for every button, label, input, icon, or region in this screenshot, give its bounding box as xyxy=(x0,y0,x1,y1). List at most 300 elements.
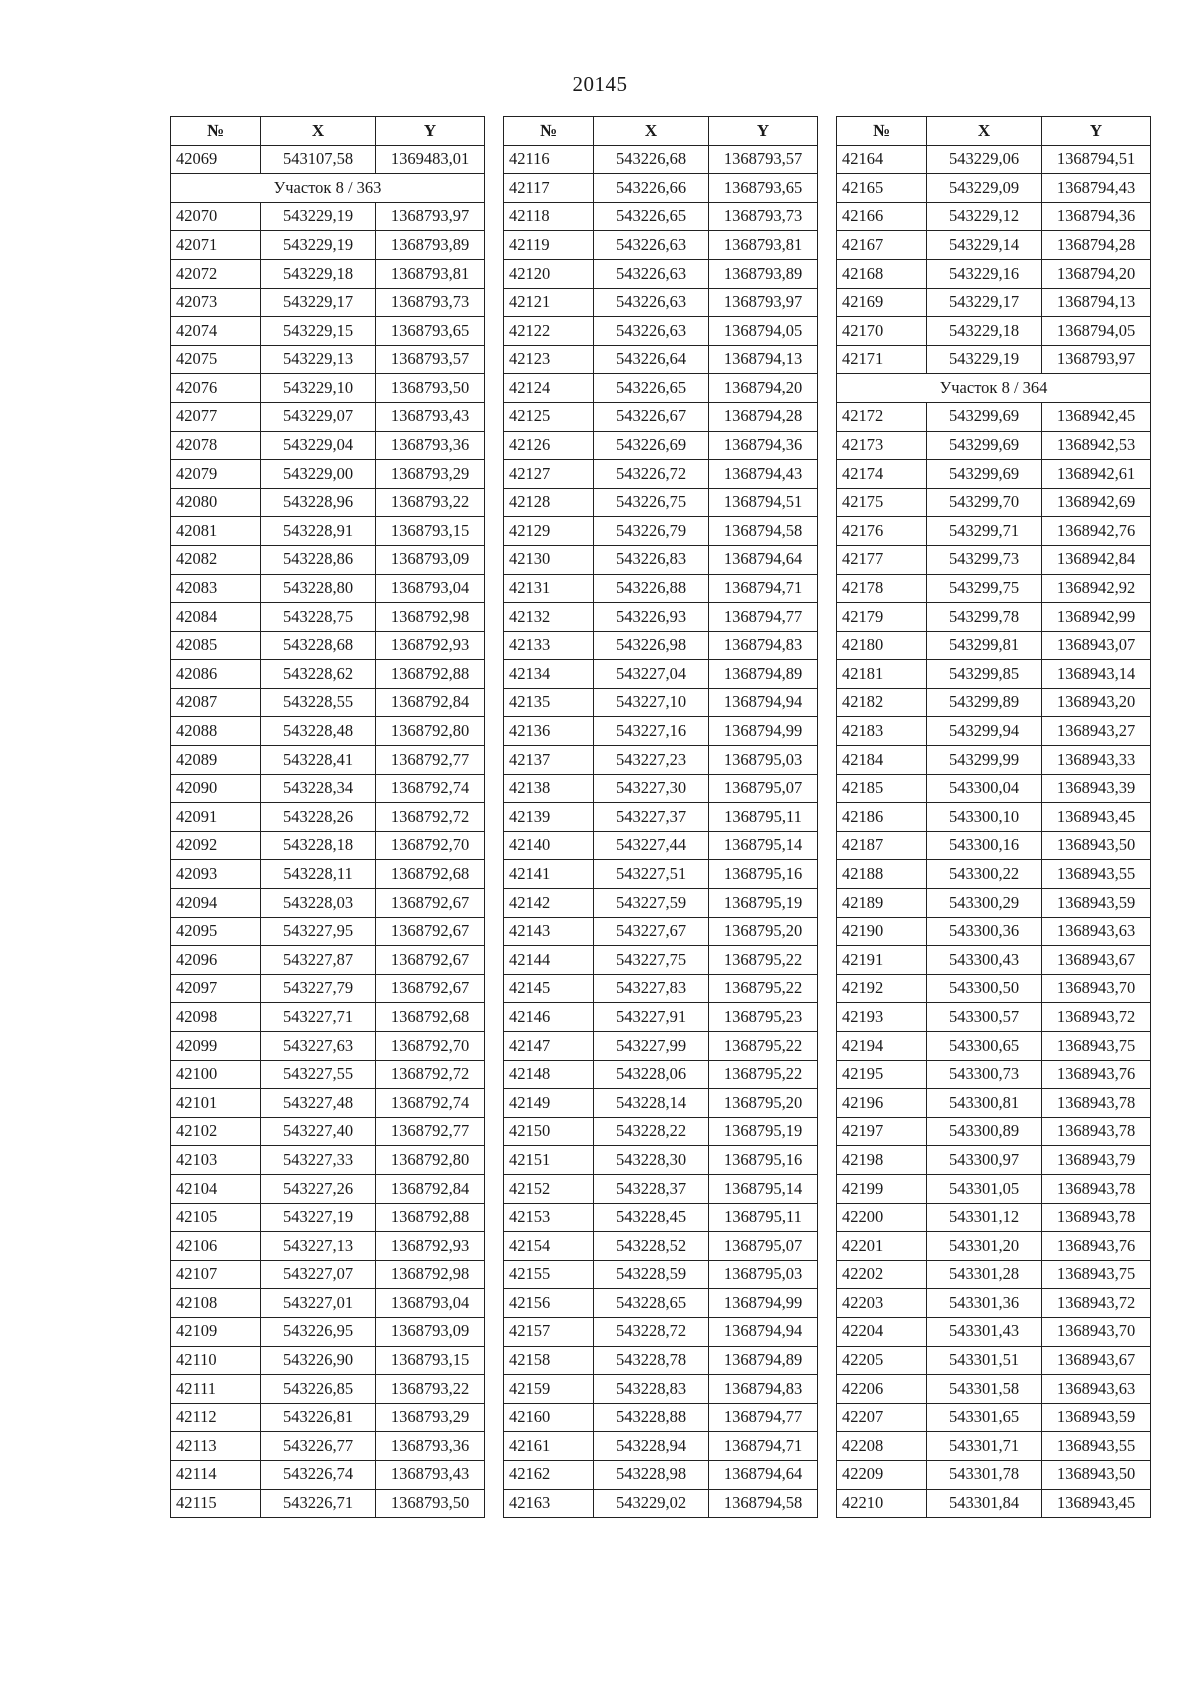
x-coordinate: 543227,83 xyxy=(594,974,709,1003)
point-number: 42141 xyxy=(504,860,594,889)
y-coordinate: 1368942,61 xyxy=(1042,460,1151,489)
table-row xyxy=(171,631,485,660)
header-number: № xyxy=(837,117,927,146)
x-coordinate: 543226,90 xyxy=(261,1346,376,1375)
x-coordinate: 543228,96 xyxy=(261,488,376,517)
x-coordinate: 543226,63 xyxy=(594,317,709,346)
table-row xyxy=(504,1032,818,1061)
x-coordinate: 543299,69 xyxy=(927,460,1042,489)
table-row xyxy=(837,574,1151,603)
y-coordinate: 1368793,65 xyxy=(709,174,818,203)
x-coordinate: 543227,59 xyxy=(594,889,709,918)
x-coordinate: 543226,71 xyxy=(261,1489,376,1518)
table-row xyxy=(837,1203,1151,1232)
point-number: 42118 xyxy=(504,202,594,231)
point-number: 42095 xyxy=(171,917,261,946)
x-coordinate: 543227,75 xyxy=(594,946,709,975)
y-coordinate: 1368792,68 xyxy=(376,1003,485,1032)
y-coordinate: 1368792,93 xyxy=(376,631,485,660)
table-row xyxy=(171,1174,485,1203)
table-row xyxy=(171,145,485,174)
y-coordinate: 1368792,72 xyxy=(376,1060,485,1089)
x-coordinate: 543227,44 xyxy=(594,831,709,860)
point-number: 42196 xyxy=(837,1089,927,1118)
point-number: 42149 xyxy=(504,1089,594,1118)
x-coordinate: 543228,52 xyxy=(594,1232,709,1261)
point-number: 42076 xyxy=(171,374,261,403)
table-row xyxy=(171,831,485,860)
y-coordinate: 1368794,43 xyxy=(709,460,818,489)
point-number: 42108 xyxy=(171,1289,261,1318)
point-number: 42121 xyxy=(504,288,594,317)
y-coordinate: 1368795,20 xyxy=(709,917,818,946)
y-coordinate: 1368943,78 xyxy=(1042,1174,1151,1203)
y-coordinate: 1368943,27 xyxy=(1042,717,1151,746)
x-coordinate: 543227,23 xyxy=(594,746,709,775)
y-coordinate: 1368943,55 xyxy=(1042,860,1151,889)
table-row xyxy=(171,574,485,603)
y-coordinate: 1368794,13 xyxy=(1042,288,1151,317)
point-number: 42110 xyxy=(171,1346,261,1375)
table-row xyxy=(171,946,485,975)
point-number: 42124 xyxy=(504,374,594,403)
point-number: 42161 xyxy=(504,1432,594,1461)
x-coordinate: 543299,85 xyxy=(927,660,1042,689)
table-row xyxy=(171,1203,485,1232)
point-number: 42117 xyxy=(504,174,594,203)
table-row xyxy=(504,231,818,260)
x-coordinate: 543228,68 xyxy=(261,631,376,660)
point-number: 42198 xyxy=(837,1146,927,1175)
x-coordinate: 543228,26 xyxy=(261,803,376,832)
table-row xyxy=(504,1289,818,1318)
table-row xyxy=(837,345,1151,374)
y-coordinate: 1368792,98 xyxy=(376,1260,485,1289)
y-coordinate: 1368794,94 xyxy=(709,1317,818,1346)
table-row xyxy=(171,688,485,717)
x-coordinate: 543226,81 xyxy=(261,1403,376,1432)
table-row xyxy=(504,545,818,574)
table-row xyxy=(504,288,818,317)
x-coordinate: 543226,83 xyxy=(594,545,709,574)
x-coordinate: 543228,48 xyxy=(261,717,376,746)
table-row xyxy=(171,1117,485,1146)
point-number: 42143 xyxy=(504,917,594,946)
table-row xyxy=(837,545,1151,574)
x-coordinate: 543228,22 xyxy=(594,1117,709,1146)
point-number: 42135 xyxy=(504,688,594,717)
point-number: 42174 xyxy=(837,460,927,489)
table-row xyxy=(837,231,1151,260)
table-row xyxy=(837,946,1151,975)
table-row xyxy=(837,831,1151,860)
point-number: 42168 xyxy=(837,259,927,288)
point-number: 42130 xyxy=(504,545,594,574)
table-row xyxy=(837,1146,1151,1175)
point-number: 42136 xyxy=(504,717,594,746)
x-coordinate: 543228,11 xyxy=(261,860,376,889)
x-coordinate: 543229,17 xyxy=(927,288,1042,317)
table-row xyxy=(504,1146,818,1175)
table-row xyxy=(171,1375,485,1404)
x-coordinate: 543301,65 xyxy=(927,1403,1042,1432)
table-row xyxy=(837,1260,1151,1289)
y-coordinate: 1368793,29 xyxy=(376,1403,485,1432)
point-number: 42154 xyxy=(504,1232,594,1261)
point-number: 42155 xyxy=(504,1260,594,1289)
table-row xyxy=(837,889,1151,918)
x-coordinate: 543227,04 xyxy=(594,660,709,689)
point-number: 42129 xyxy=(504,517,594,546)
table-row xyxy=(837,688,1151,717)
x-coordinate: 543301,05 xyxy=(927,1174,1042,1203)
x-coordinate: 543227,67 xyxy=(594,917,709,946)
x-coordinate: 543228,94 xyxy=(594,1432,709,1461)
point-number: 42209 xyxy=(837,1460,927,1489)
y-coordinate: 1368793,89 xyxy=(376,231,485,260)
y-coordinate: 1368793,57 xyxy=(709,145,818,174)
point-number: 42171 xyxy=(837,345,927,374)
point-number: 42178 xyxy=(837,574,927,603)
point-number: 42097 xyxy=(171,974,261,1003)
table-row xyxy=(171,1060,485,1089)
y-coordinate: 1368793,97 xyxy=(1042,345,1151,374)
table-row xyxy=(504,174,818,203)
x-coordinate: 543228,98 xyxy=(594,1460,709,1489)
x-coordinate: 543229,10 xyxy=(261,374,376,403)
x-coordinate: 543228,88 xyxy=(594,1403,709,1432)
x-coordinate: 543300,22 xyxy=(927,860,1042,889)
table-row xyxy=(171,1232,485,1261)
y-coordinate: 1368943,50 xyxy=(1042,831,1151,860)
x-coordinate: 543226,66 xyxy=(594,174,709,203)
y-coordinate: 1368794,20 xyxy=(1042,259,1151,288)
point-number: 42201 xyxy=(837,1232,927,1261)
table-row xyxy=(837,288,1151,317)
table-row xyxy=(504,574,818,603)
y-coordinate: 1368793,04 xyxy=(376,574,485,603)
x-coordinate: 543228,03 xyxy=(261,889,376,918)
table-row xyxy=(504,917,818,946)
y-coordinate: 1368795,23 xyxy=(709,1003,818,1032)
table-row xyxy=(837,1432,1151,1461)
y-coordinate: 1368793,09 xyxy=(376,545,485,574)
point-number: 42122 xyxy=(504,317,594,346)
point-number: 42195 xyxy=(837,1060,927,1089)
y-coordinate: 1368793,36 xyxy=(376,431,485,460)
table-row xyxy=(837,603,1151,632)
y-coordinate: 1368793,43 xyxy=(376,402,485,431)
point-number: 42180 xyxy=(837,631,927,660)
y-coordinate: 1368792,88 xyxy=(376,660,485,689)
table-row xyxy=(504,1060,818,1089)
x-coordinate: 543300,10 xyxy=(927,803,1042,832)
table-row xyxy=(837,402,1151,431)
point-number: 42187 xyxy=(837,831,927,860)
y-coordinate: 1368792,93 xyxy=(376,1232,485,1261)
x-coordinate: 543227,19 xyxy=(261,1203,376,1232)
x-coordinate: 543229,16 xyxy=(927,259,1042,288)
table-row xyxy=(504,517,818,546)
table-row xyxy=(837,660,1151,689)
y-coordinate: 1368794,05 xyxy=(1042,317,1151,346)
x-coordinate: 543226,85 xyxy=(261,1375,376,1404)
table-row xyxy=(171,1003,485,1032)
point-number: 42160 xyxy=(504,1403,594,1432)
y-coordinate: 1368792,88 xyxy=(376,1203,485,1232)
x-coordinate: 543228,83 xyxy=(594,1375,709,1404)
header-y: Y xyxy=(376,117,485,146)
y-coordinate: 1368943,78 xyxy=(1042,1117,1151,1146)
y-coordinate: 1368943,59 xyxy=(1042,1403,1151,1432)
table-row xyxy=(837,917,1151,946)
x-coordinate: 543301,58 xyxy=(927,1375,1042,1404)
point-number: 42119 xyxy=(504,231,594,260)
y-coordinate: 1368795,07 xyxy=(709,774,818,803)
point-number: 42102 xyxy=(171,1117,261,1146)
table-row xyxy=(171,1317,485,1346)
table-row xyxy=(504,746,818,775)
point-number: 42116 xyxy=(504,145,594,174)
table-row xyxy=(171,717,485,746)
table-row xyxy=(171,1089,485,1118)
table-row xyxy=(504,1203,818,1232)
y-coordinate: 1368943,70 xyxy=(1042,974,1151,1003)
point-number: 42083 xyxy=(171,574,261,603)
y-coordinate: 1368793,97 xyxy=(709,288,818,317)
y-coordinate: 1368794,89 xyxy=(709,1346,818,1375)
table-row xyxy=(837,517,1151,546)
x-coordinate: 543227,91 xyxy=(594,1003,709,1032)
point-number: 42158 xyxy=(504,1346,594,1375)
table-row xyxy=(504,1460,818,1489)
x-coordinate: 543227,16 xyxy=(594,717,709,746)
x-coordinate: 543226,67 xyxy=(594,402,709,431)
y-coordinate: 1368794,43 xyxy=(1042,174,1151,203)
y-coordinate: 1368792,98 xyxy=(376,603,485,632)
table-row xyxy=(171,803,485,832)
y-coordinate: 1368793,81 xyxy=(709,231,818,260)
y-coordinate: 1368794,36 xyxy=(709,431,818,460)
point-number: 42170 xyxy=(837,317,927,346)
x-coordinate: 543227,99 xyxy=(594,1032,709,1061)
table-row xyxy=(504,1403,818,1432)
point-number: 42126 xyxy=(504,431,594,460)
table-row xyxy=(171,460,485,489)
y-coordinate: 1368793,22 xyxy=(376,488,485,517)
x-coordinate: 543229,12 xyxy=(927,202,1042,231)
table-row xyxy=(171,431,485,460)
table-row xyxy=(837,1174,1151,1203)
x-coordinate: 543300,36 xyxy=(927,917,1042,946)
point-number: 42105 xyxy=(171,1203,261,1232)
y-coordinate: 1368795,11 xyxy=(709,803,818,832)
y-coordinate: 1368794,64 xyxy=(709,545,818,574)
y-coordinate: 1368792,72 xyxy=(376,803,485,832)
table-row xyxy=(837,1346,1151,1375)
table-row xyxy=(171,1346,485,1375)
table-row xyxy=(837,317,1151,346)
point-number: 42114 xyxy=(171,1460,261,1489)
table-row xyxy=(504,259,818,288)
y-coordinate: 1368943,33 xyxy=(1042,746,1151,775)
y-coordinate: 1368795,11 xyxy=(709,1203,818,1232)
x-coordinate: 543229,18 xyxy=(261,259,376,288)
x-coordinate: 543227,87 xyxy=(261,946,376,975)
y-coordinate: 1368943,39 xyxy=(1042,774,1151,803)
y-coordinate: 1368792,67 xyxy=(376,889,485,918)
table-row xyxy=(837,1060,1151,1089)
x-coordinate: 543229,19 xyxy=(261,231,376,260)
table-row xyxy=(837,174,1151,203)
point-number: 42188 xyxy=(837,860,927,889)
header-x: X xyxy=(927,117,1042,146)
point-number: 42175 xyxy=(837,488,927,517)
table-row xyxy=(171,1032,485,1061)
x-coordinate: 543299,69 xyxy=(927,431,1042,460)
point-number: 42089 xyxy=(171,746,261,775)
point-number: 42183 xyxy=(837,717,927,746)
point-number: 42098 xyxy=(171,1003,261,1032)
table-row xyxy=(171,660,485,689)
x-coordinate: 543226,65 xyxy=(594,374,709,403)
table-row xyxy=(837,1460,1151,1489)
x-coordinate: 543229,06 xyxy=(927,145,1042,174)
table-row xyxy=(171,231,485,260)
header-y: Y xyxy=(709,117,818,146)
section-row xyxy=(837,374,1151,403)
table-row xyxy=(504,1232,818,1261)
point-number: 42123 xyxy=(504,345,594,374)
y-coordinate: 1368792,70 xyxy=(376,1032,485,1061)
y-coordinate: 1368794,28 xyxy=(709,402,818,431)
section-row xyxy=(171,174,485,203)
point-number: 42186 xyxy=(837,803,927,832)
y-coordinate: 1368792,80 xyxy=(376,1146,485,1175)
point-number: 42134 xyxy=(504,660,594,689)
point-number: 42192 xyxy=(837,974,927,1003)
point-number: 42176 xyxy=(837,517,927,546)
point-number: 42133 xyxy=(504,631,594,660)
point-number: 42137 xyxy=(504,746,594,775)
x-coordinate: 543229,09 xyxy=(927,174,1042,203)
point-number: 42147 xyxy=(504,1032,594,1061)
x-coordinate: 543301,28 xyxy=(927,1260,1042,1289)
x-coordinate: 543301,36 xyxy=(927,1289,1042,1318)
table-row xyxy=(504,1346,818,1375)
point-number: 42113 xyxy=(171,1432,261,1461)
y-coordinate: 1368792,84 xyxy=(376,1174,485,1203)
y-coordinate: 1368794,83 xyxy=(709,1375,818,1404)
x-coordinate: 543229,17 xyxy=(261,288,376,317)
x-coordinate: 543228,30 xyxy=(594,1146,709,1175)
x-coordinate: 543300,16 xyxy=(927,831,1042,860)
table-row xyxy=(504,1317,818,1346)
x-coordinate: 543226,93 xyxy=(594,603,709,632)
table-row xyxy=(504,1260,818,1289)
x-coordinate: 543226,64 xyxy=(594,345,709,374)
x-coordinate: 543300,65 xyxy=(927,1032,1042,1061)
table-row xyxy=(504,1432,818,1461)
point-number: 42153 xyxy=(504,1203,594,1232)
y-coordinate: 1368793,73 xyxy=(709,202,818,231)
y-coordinate: 1368943,20 xyxy=(1042,688,1151,717)
x-coordinate: 543299,78 xyxy=(927,603,1042,632)
point-number: 42166 xyxy=(837,202,927,231)
table-row xyxy=(171,1489,485,1518)
table-row xyxy=(504,460,818,489)
x-coordinate: 543226,63 xyxy=(594,231,709,260)
point-number: 42131 xyxy=(504,574,594,603)
point-number: 42145 xyxy=(504,974,594,1003)
table-header-row xyxy=(837,117,1151,146)
x-coordinate: 543228,41 xyxy=(261,746,376,775)
y-coordinate: 1368794,58 xyxy=(709,1489,818,1518)
x-coordinate: 543229,19 xyxy=(261,202,376,231)
x-coordinate: 543299,89 xyxy=(927,688,1042,717)
point-number: 42081 xyxy=(171,517,261,546)
table-row xyxy=(171,917,485,946)
y-coordinate: 1368942,84 xyxy=(1042,545,1151,574)
x-coordinate: 543299,69 xyxy=(927,402,1042,431)
y-coordinate: 1368795,16 xyxy=(709,1146,818,1175)
x-coordinate: 543229,02 xyxy=(594,1489,709,1518)
y-coordinate: 1368795,16 xyxy=(709,860,818,889)
table-row xyxy=(837,774,1151,803)
y-coordinate: 1368794,28 xyxy=(1042,231,1151,260)
x-coordinate: 543228,55 xyxy=(261,688,376,717)
table-row xyxy=(171,603,485,632)
x-coordinate: 543227,26 xyxy=(261,1174,376,1203)
y-coordinate: 1368793,15 xyxy=(376,1346,485,1375)
point-number: 42199 xyxy=(837,1174,927,1203)
point-number: 42200 xyxy=(837,1203,927,1232)
point-number: 42099 xyxy=(171,1032,261,1061)
x-coordinate: 543301,43 xyxy=(927,1317,1042,1346)
point-number: 42140 xyxy=(504,831,594,860)
y-coordinate: 1368795,14 xyxy=(709,1174,818,1203)
point-number: 42111 xyxy=(171,1375,261,1404)
x-coordinate: 543229,04 xyxy=(261,431,376,460)
x-coordinate: 543226,63 xyxy=(594,288,709,317)
point-number: 42127 xyxy=(504,460,594,489)
table-row xyxy=(837,631,1151,660)
table-row xyxy=(504,1117,818,1146)
point-number: 42104 xyxy=(171,1174,261,1203)
point-number: 42103 xyxy=(171,1146,261,1175)
x-coordinate: 543227,63 xyxy=(261,1032,376,1061)
x-coordinate: 543299,70 xyxy=(927,488,1042,517)
x-coordinate: 543301,84 xyxy=(927,1489,1042,1518)
point-number: 42090 xyxy=(171,774,261,803)
table-row xyxy=(504,145,818,174)
point-number: 42165 xyxy=(837,174,927,203)
x-coordinate: 543300,29 xyxy=(927,889,1042,918)
y-coordinate: 1368943,63 xyxy=(1042,917,1151,946)
x-coordinate: 543301,20 xyxy=(927,1232,1042,1261)
point-number: 42177 xyxy=(837,545,927,574)
point-number: 42159 xyxy=(504,1375,594,1404)
point-number: 42189 xyxy=(837,889,927,918)
table-row xyxy=(837,431,1151,460)
point-number: 42094 xyxy=(171,889,261,918)
y-coordinate: 1368793,81 xyxy=(376,259,485,288)
y-coordinate: 1368943,50 xyxy=(1042,1460,1151,1489)
point-number: 42106 xyxy=(171,1232,261,1261)
table-row xyxy=(837,1375,1151,1404)
table-header-row xyxy=(171,117,485,146)
y-coordinate: 1368793,65 xyxy=(376,317,485,346)
